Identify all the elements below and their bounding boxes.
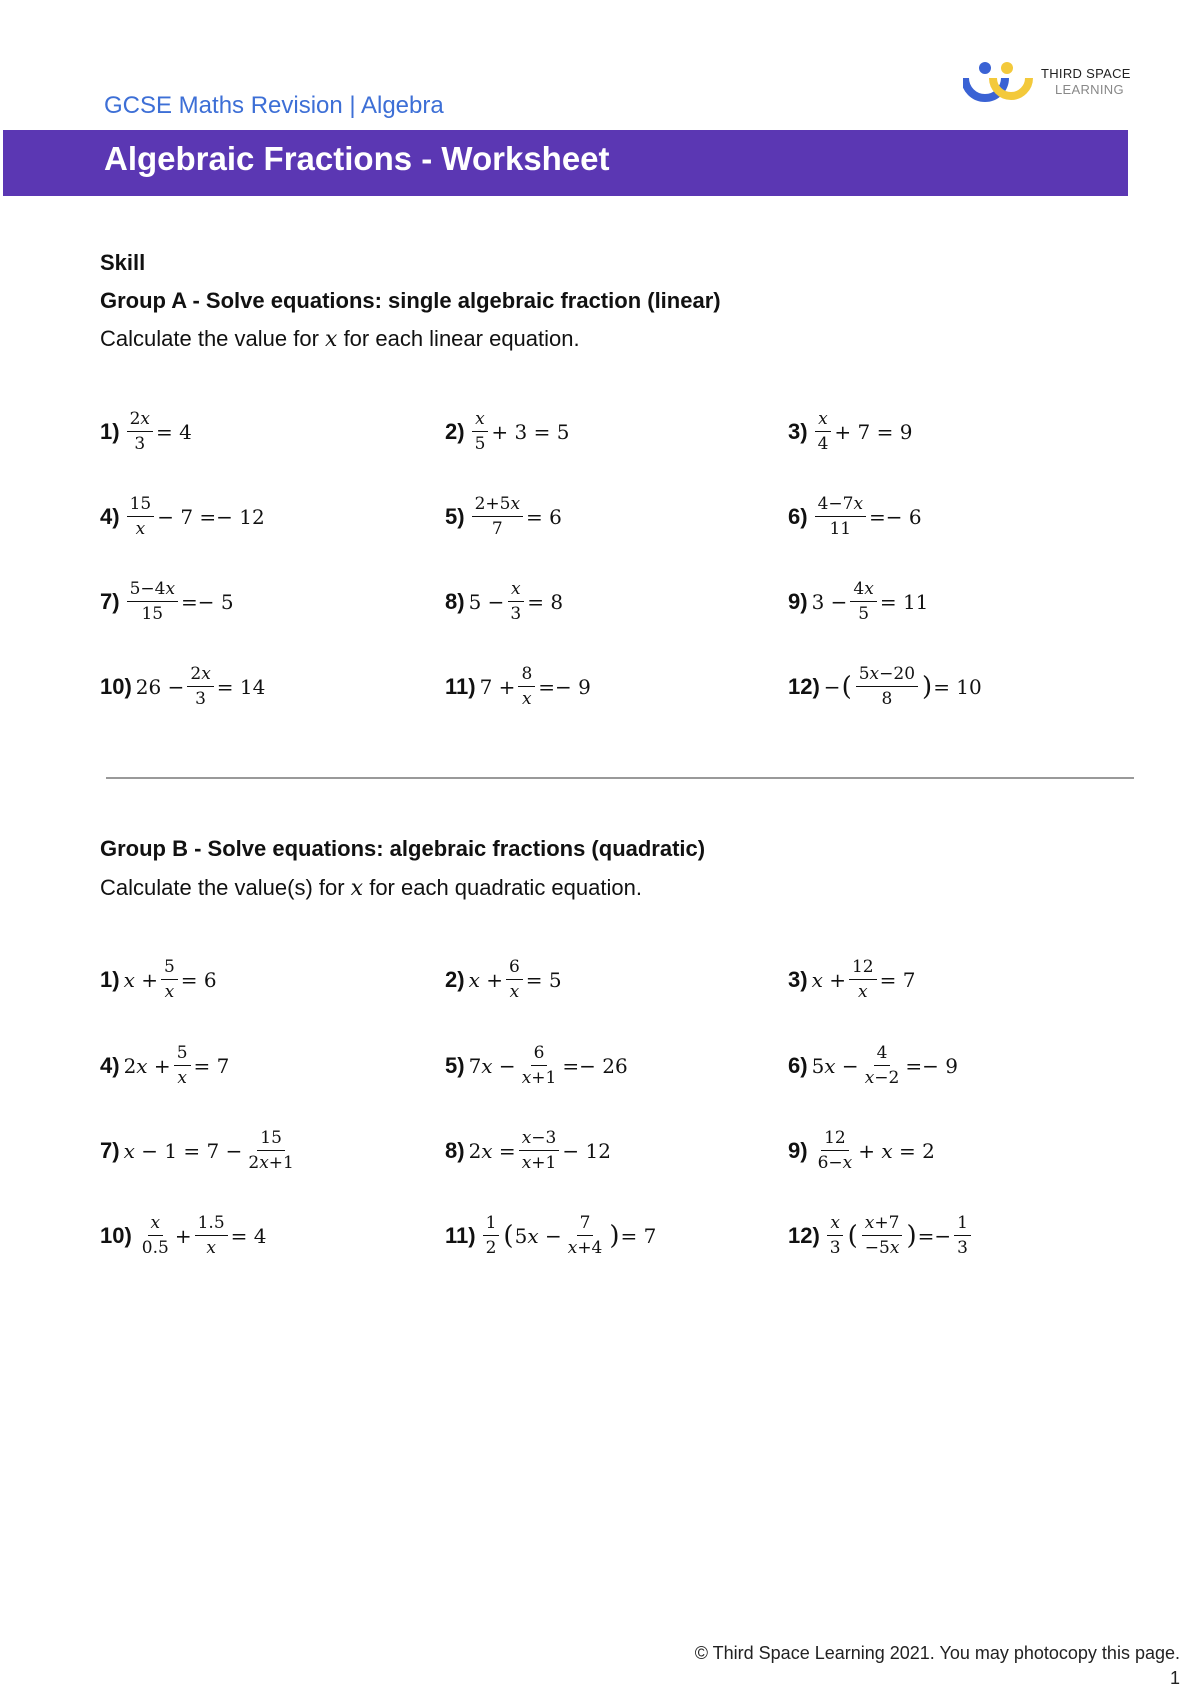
group-a-question-6: 6) $\frac{4-7x}{11}$ =− 6 bbox=[788, 494, 922, 539]
group-b-question-1: 1) x + $\frac{5}{x}$ = 6 bbox=[100, 957, 217, 1002]
group-b-question-2: 2) x + $\frac{6}{x}$ = 5 bbox=[445, 957, 562, 1002]
group-a-question-4: 4) $\frac{15}{x}$ − 7 =− 12 bbox=[100, 494, 265, 539]
group-a-title: Group A - Solve equations: single algebraic fraction (linear) bbox=[100, 288, 721, 313]
group-b-question-10: 10) $\frac{x}{0.5}$ + $\frac{1.5}{x}$ = 4 bbox=[100, 1213, 267, 1258]
group-a-question-9: 9) 3 − $\frac{4x}{5}$ = 11 bbox=[788, 579, 929, 624]
group-b-question-7: 7) x − 1 = 7 − $\frac{15}{2x+1}$ bbox=[100, 1128, 294, 1173]
group-a-question-11: 11) 7 + $\frac{8}{x}$ =− 9 bbox=[445, 664, 591, 709]
group-a-question-2: 2) $\frac{x}{5}$ + 3 = 5 bbox=[445, 409, 570, 454]
third-space-learning-logo bbox=[963, 60, 1143, 104]
logo-mark-icon bbox=[963, 60, 1033, 104]
group-b-question-8: 8) 2x = $\frac{x-3}{x+1}$ − 12 bbox=[445, 1128, 611, 1173]
copyright-footer: © Third Space Learning 2021. You may photocopy this page. bbox=[694, 1643, 1180, 1663]
group-b-question-6: 6) 5x − $\frac{4}{x-2}$ =− 9 bbox=[788, 1043, 958, 1088]
group-b-question-4: 4) 2x + $\frac{5}{x}$ = 7 bbox=[100, 1043, 230, 1088]
page-number: 1 bbox=[1169, 1668, 1180, 1688]
group-a-question-12: 12) − ( $\frac{5x-20}{8}$ ) = 10 bbox=[788, 664, 982, 709]
logo-text-line1: THIRD SPACE bbox=[1041, 66, 1131, 81]
group-a-question-1: 1) $\frac{2x}{3}$ = 4 bbox=[100, 409, 192, 454]
skill-label: Skill bbox=[100, 250, 146, 275]
group-a-instruction: Calculate the value for x for each linear equation. bbox=[100, 326, 580, 352]
logo-text-line2: LEARNING bbox=[1055, 82, 1124, 97]
group-a-question-10: 10) 26 − $\frac{2x}{3}$ = 14 bbox=[100, 664, 266, 709]
group-b-question-9: 9) $\frac{12}{6-x}$ + x = 2 bbox=[788, 1128, 935, 1173]
group-a-question-8: 8) 5 − $\frac{x}{3}$ = 8 bbox=[445, 579, 564, 624]
group-b-title: Group B - Solve equations: algebraic fractions (quadratic) bbox=[100, 836, 706, 861]
group-a-question-3: 3) $\frac{x}{4}$ + 7 = 9 bbox=[788, 409, 913, 454]
group-a-question-7: 7) $\frac{5-4x}{15}$ =− 5 bbox=[100, 579, 234, 624]
group-b-question-3: 3) x + $\frac{12}{x}$ = 7 bbox=[788, 957, 916, 1002]
group-a-question-5: 5) $\frac{2+5x}{7}$ = 6 bbox=[445, 494, 562, 539]
group-b-question-11: 11) $\frac{1}{2}$ ( 5x − $\frac{7}{x+4}$ ) = 7 bbox=[445, 1213, 657, 1258]
group-b-instruction: Calculate the value(s) for x for each quadratic equation. bbox=[100, 875, 642, 901]
group-b-question-12: 12) $\frac{x}{3}$ ( $\frac{x+7}{-5x}$ ) =− $\frac{1}{3}$ bbox=[788, 1212, 974, 1259]
section-divider bbox=[106, 777, 1134, 779]
page-subtitle: GCSE Maths Revision | Algebra bbox=[104, 92, 444, 119]
group-b-question-5: 5) 7x − $\frac{6}{x+1}$ =− 26 bbox=[445, 1043, 628, 1088]
page-title: Algebraic Fractions - Worksheet bbox=[104, 140, 610, 177]
